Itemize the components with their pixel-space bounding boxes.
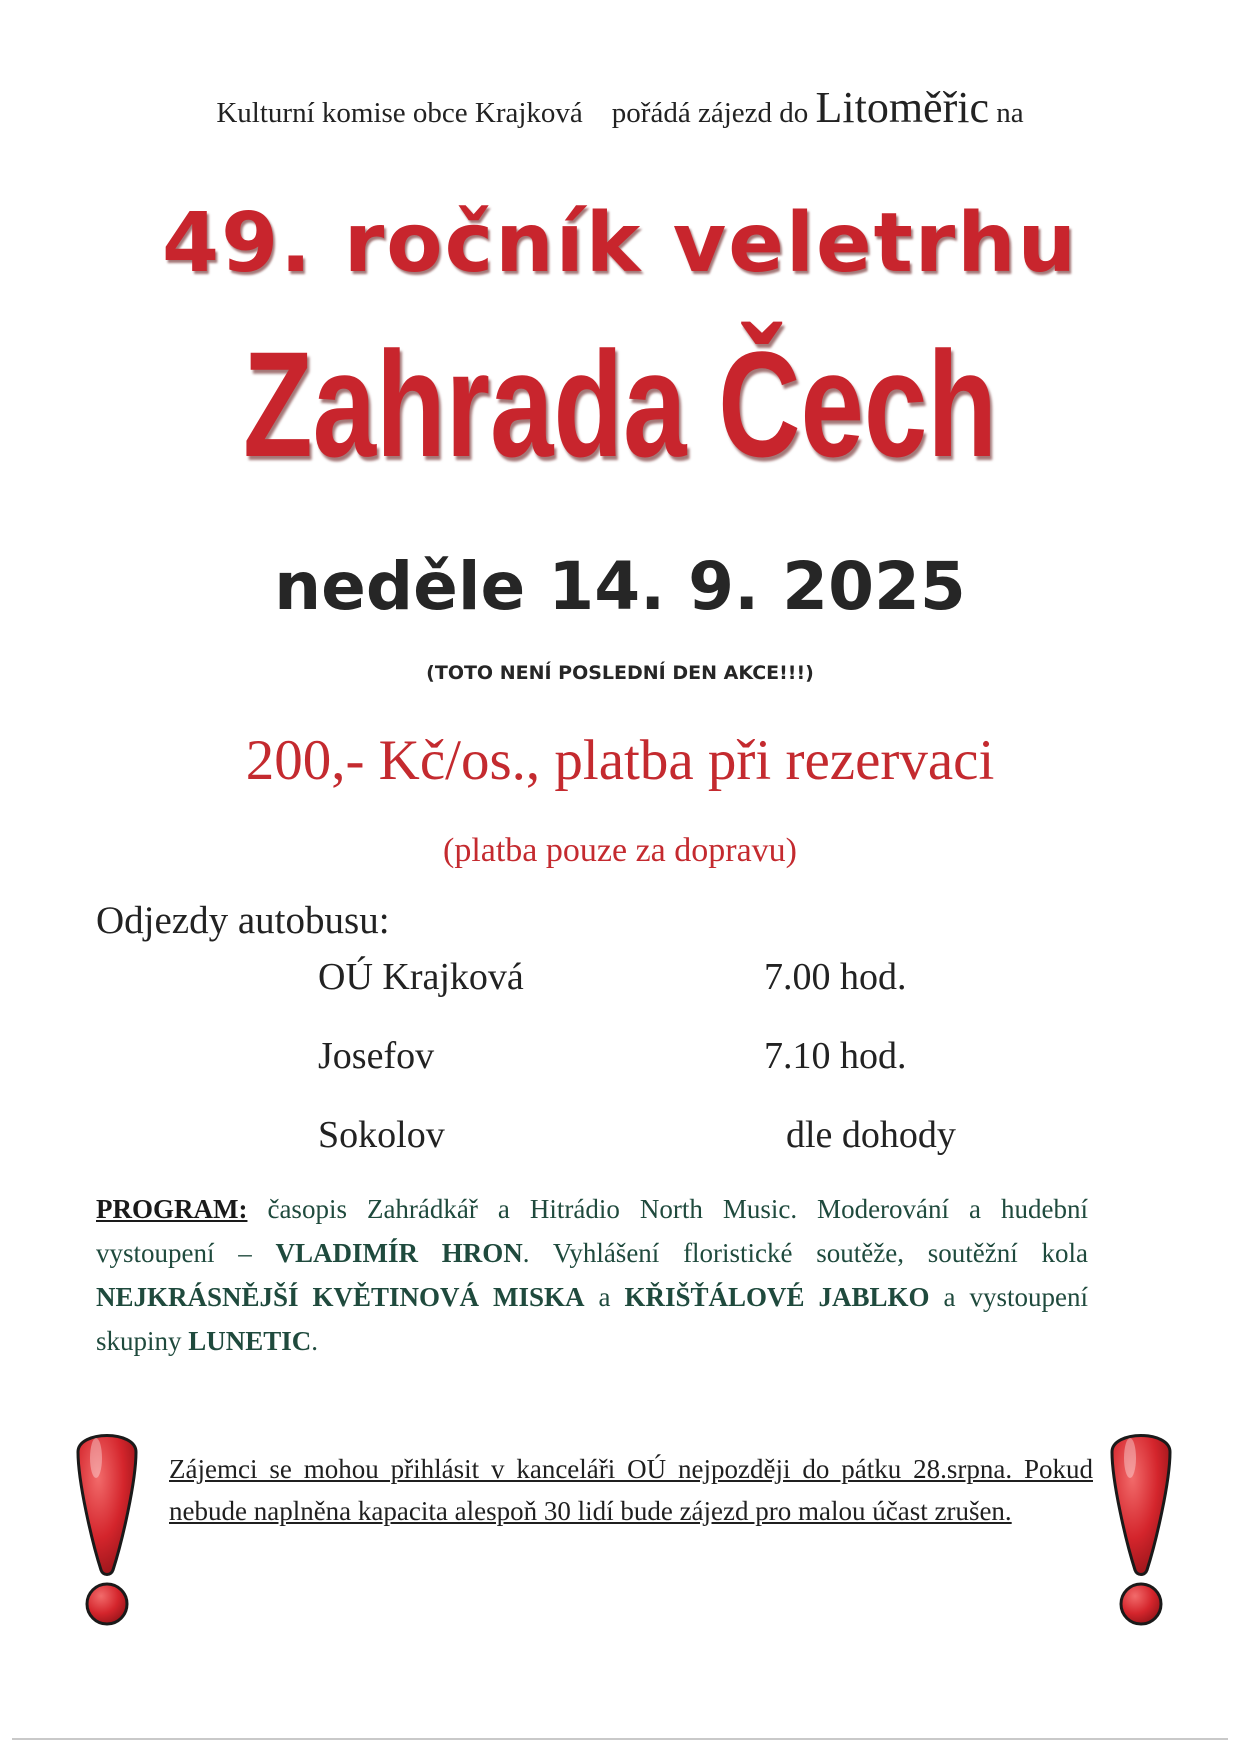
bottom-divider [12,1738,1228,1740]
program-text: . Vyhlášení floristické soutěže, soutěžní kola [522,1238,1088,1268]
program-label: PROGRAM: [96,1194,248,1224]
program-contest: KŘIŠŤÁLOVÉ JABLKO [624,1282,930,1312]
program-text: a [598,1282,611,1312]
intro-action: pořádá zájezd do [611,97,809,129]
price-line: 200,- Kč/os., platba při rezervaci [245,729,995,792]
intro-destination: Litoměřic [815,83,989,132]
exclamation-mark-icon [1104,1422,1178,1632]
exclamation-mark-icon [70,1422,144,1632]
intro-suffix: na [996,97,1024,129]
departure-place: Sokolov [318,1114,445,1156]
departures-heading: Odjezdy autobusu: [96,899,390,942]
departure-time: 7.10 hod. [764,1035,907,1077]
program-performer: VLADIMÍR HRON [275,1238,523,1268]
registration-notice: Zájemci se mohou přihlásit v kanceláři OÚ nejpozději do pátku 28.srpna. Pokud nebude naplněna kapacita alespoň 30 lidí bude zájezd pro malou účast zrušen. [169,1454,1093,1526]
event-date-note: (TOTO NENÍ POSLEDNÍ DEN AKCE!!!) [426,662,814,684]
intro-organizer: Kulturní komise obce Krajková [216,97,583,129]
program-text: . [311,1326,319,1356]
intro-line [0,82,1240,133]
program-text: a vystoupení skupiny [96,1282,1089,1356]
departure-time: 7.00 hod. [764,956,907,998]
program-band: LUNETIC [188,1326,312,1356]
event-name-heading: Zahrada Čech [243,320,997,488]
departure-place: Josefov [318,1035,435,1077]
event-date: neděle 14. 9. 2025 [274,548,966,625]
payment-note: (platba pouze za dopravu) [443,832,797,869]
program-paragraph [96,1187,1088,1363]
departure-time: dle dohody [786,1114,956,1156]
event-edition-heading: 49. ročník veletrhu [162,196,1078,291]
departure-place: OÚ Krajková [318,956,524,998]
program-text: časopis Zahrádkář a Hitrádio North Music. Moderování a hudební vystoupení – [96,1194,1088,1268]
program-contest: NEJKRÁSNĚJŠÍ KVĚTINOVÁ MISKA [96,1282,585,1312]
